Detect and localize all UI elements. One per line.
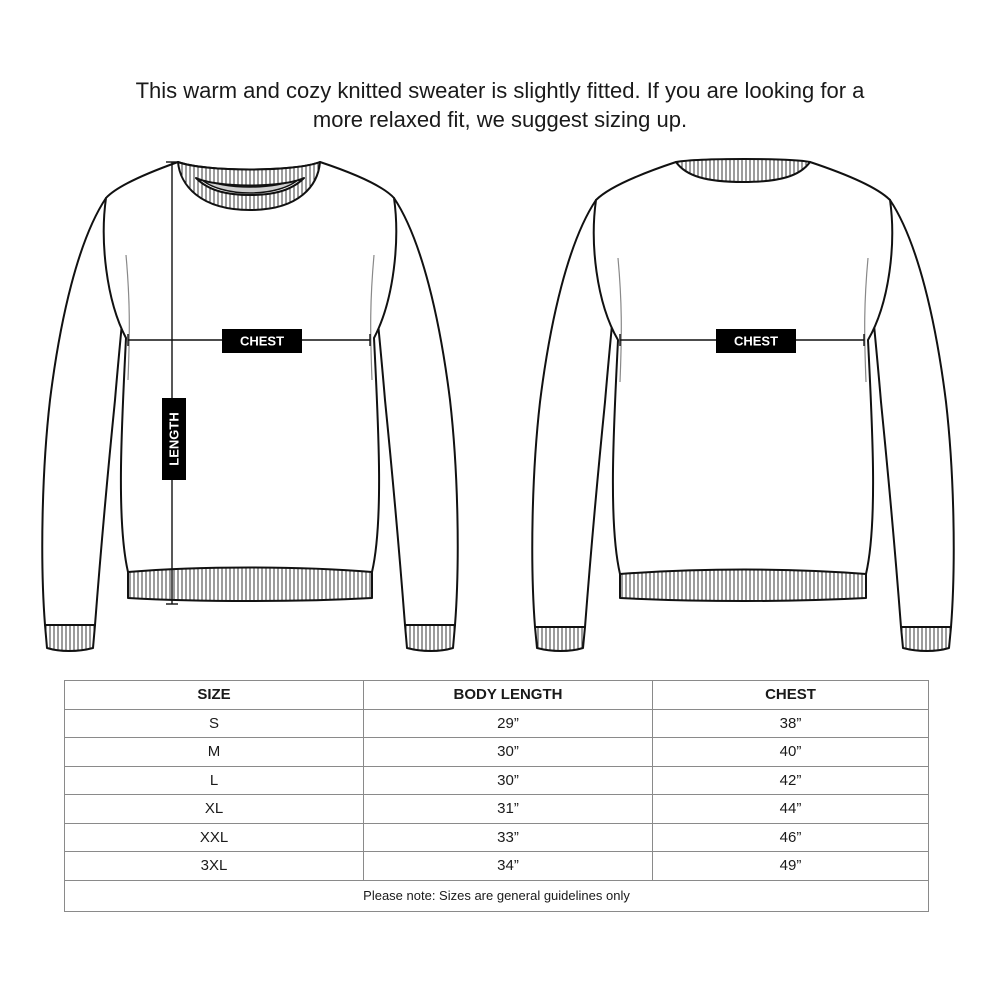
header-body-length: BODY LENGTH: [364, 681, 653, 710]
front-chest-label: CHEST: [239, 333, 285, 349]
header-chest: CHEST: [653, 681, 929, 710]
cell-chest: 42”: [653, 766, 929, 795]
front-hem-rib: [128, 568, 372, 602]
cell-body-length: 34”: [364, 852, 653, 881]
cell-chest: 38”: [653, 709, 929, 738]
front-left-cuff: [45, 625, 95, 651]
table-row: [65, 795, 929, 824]
intro-line-2: more relaxed fit, we suggest sizing up.: [312, 107, 688, 132]
cell-chest: 49”: [653, 852, 929, 881]
back-body: [594, 162, 892, 574]
cell-chest: 40”: [653, 738, 929, 767]
table-header-row: [65, 681, 929, 710]
cell-chest: 44”: [653, 795, 929, 824]
table-row: [65, 852, 929, 881]
cell-body-length: 31”: [364, 795, 653, 824]
sweater-back: [532, 159, 953, 651]
cell-size: L: [65, 766, 364, 795]
cell-body-length: 30”: [364, 766, 653, 795]
cell-size: XL: [65, 795, 364, 824]
cell-size: M: [65, 738, 364, 767]
table-row: [65, 709, 929, 738]
back-right-cuff: [901, 627, 951, 651]
cell-chest: 46”: [653, 823, 929, 852]
table-note: Please note: Sizes are general guidelines only: [65, 880, 929, 911]
back-hem-rib: [620, 570, 866, 602]
intro-line-1: This warm and cozy knitted sweater is slightly fitted. If you are looking for a: [135, 78, 865, 103]
cell-body-length: 33”: [364, 823, 653, 852]
front-chest-tag: [222, 329, 302, 353]
cell-size: S: [65, 709, 364, 738]
cell-size: 3XL: [65, 852, 364, 881]
back-left-cuff: [535, 627, 585, 651]
cell-body-length: 29”: [364, 709, 653, 738]
size-chart-table: [64, 680, 929, 912]
table-row: [65, 738, 929, 767]
table-row: [65, 823, 929, 852]
cell-size: XXL: [65, 823, 364, 852]
front-length-tag: [162, 398, 186, 480]
front-body: [104, 162, 396, 572]
table-row: [65, 766, 929, 795]
back-chest-label: CHEST: [733, 333, 779, 349]
cell-body-length: 30”: [364, 738, 653, 767]
header-size: SIZE: [65, 681, 364, 710]
back-chest-tag: [716, 329, 796, 353]
sweater-front: [42, 162, 457, 651]
front-length-label: LENGTH: [166, 412, 182, 466]
front-right-cuff: [405, 625, 455, 651]
table-note-row: [65, 880, 929, 911]
